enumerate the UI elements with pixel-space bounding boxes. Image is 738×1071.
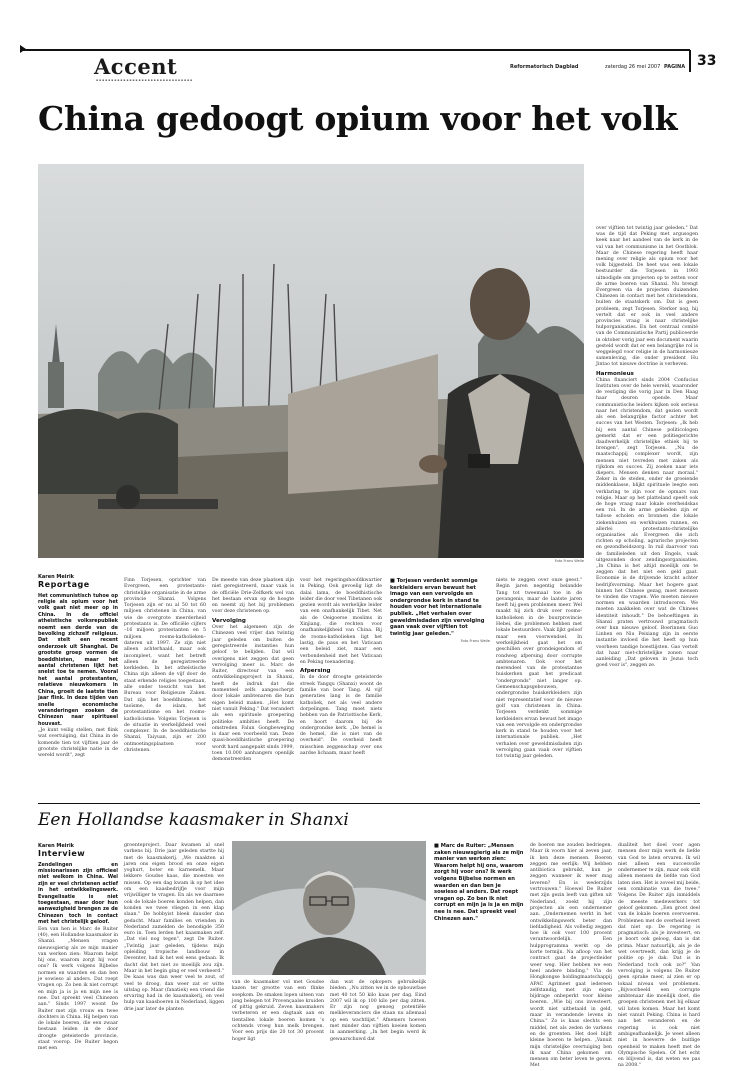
article2-column-6 [618,843,700,1071]
article2-column-5 [530,843,612,1071]
marc-de-ruiter-portrait [232,841,426,975]
article2-pull-quote [434,843,526,922]
article2-headline: Een Hollandse kaasmaker in Shanxi [38,810,349,830]
article2-column-4 [330,980,426,1044]
article2-body-1: Een van hen is Marc de Ruiter (40), een Hollandse kaasmaker in Shanxi. „Mensen vragen nieuwsgierig als ze mijn manier van werken zien: Waarom helpt hij ons, waarom zorgt hij voor ons? Ik werk volgens Bijbelse normen en waarden en dan ben je sowieso al anders. Dat roept vragen op. Zo ben ik niet corrupt en mijn ja is ja en mijn nee is nee. Dat spreekt veel Chinezen aan." Sinds 1997 woont De Ruiter met zijn vrouw en twee dochters in China. Hij helpen van de lokale boeren, die een zwaar bestaan leiden in de door droogte geteisterde provincie, staat voorop. De Ruiter begon met een [38,926,118,1052]
pagina-label: PAGINA [664,64,686,70]
article1-column-3 [212,578,294,765]
article2-byline: Karen Meirik [38,843,74,849]
article-divider [38,803,700,804]
section-strip: ▪▪▪▪▪▪▪▪▪▪▪▪▪▪▪▪▪▪▪▪▪▪▪▪▪▪▪▪▪▪▪▪ [96,78,194,82]
article1-body-5: niets te zeggen over onze geest." Begin jaren negentig belandde Tang tot tweemaal toe in de gevangenis, maar de laatste jaren heeft hij geen problemen meer. Wel maakt hij zich druk over rooms-katholieken in de buurprovincie Hebei, die problemen hebben met lokale bestuurders. Vaak lijkt geloof maar een voorwendsel. In werkelijkheid gaat het om geschillen over grondeigendom of rondweg afpersing door corrupte ambtenaren. Ook voor het merendeel van de protestantse huiskerken gaat het predicaat "ondergronds" niet langer op. Gemeenschapsgebouwen, ondergrondse huiskerkleiders zijn niet representatief voor de nieuwe golf van christenen in China. Torjesen verdenkt sommige kerkleiders ervan bewust het imago van een vervolgde en ondergrondse kerk in stand te houden voor het internationale publiek. „Het verhalen over geweldmisdaden zijn vervolging gaan vaak over vijftien tot twintig jaar geleden. [496,578,582,760]
page-arrow-icon [20,45,26,53]
section-logo: Accent [94,54,178,79]
article1-headline: China gedoogt opium voor het volk [38,99,678,138]
photo-credit: Foto Frans Welle [554,559,584,563]
article2-column-1 [38,843,118,1054]
article1-column-6 [596,226,698,670]
article1-quote-text: ■ Torjesen verdenkt sommige kerkleiders ervan bewust het imago van een vervolgde en ondergrondse kerk in stand te houden voor het internationale publiek. „Het verhalen over geweldmisdaden zijn vervolging gaan vaak over vijftien tot twintig jaar geleden." [390,578,485,637]
portrait-photo [232,841,426,975]
article2-body-3: van de kaasmaker vol met Goudse kazen ter grootte van een flinke soepkom. De smaken lopen uiteen van jong belegen tot Provençaalse kruiden of pittig gekruid. Zeven kaasmakers verbeteren er een dagtaak aan en tientallen lokale boeren komen 's ochtends vroeg hun melk brengen. Voor een prijs die 20 tot 30 procent hoger ligt [232,980,324,1042]
article1-body-4: voor het regeringshoofdkwartier in Peking. Ook gevoelig ligt de dalai lama, de boeddhistische leider die door veel Tibetanen ook gezien wordt als werkelijke leider van een onafhankelijk Tibet. Net als de Oeigoerse moslims in Xinjiang, die rechten voor onafhankelijkheid van China. Bij de rooms-katholieken ligt het lastig, de paus en het Vaticaan een beleid ziet, maar een verbondenheid met het Vaticaan en Peking toenadering. [300,578,382,665]
article2-kicker: Interview [38,849,86,859]
page-badge [689,50,719,72]
article1-column-4 [300,578,382,758]
farmer-in-field-photo [38,164,584,558]
article1-subheading-harmonieus: Harmonieus [596,370,634,377]
article1-body-3: De meeste van deze plaatsen zijn niet geregistreerd, maar vaak is de officiële Drie-Zelfkerk wel van het bestaan ervan op de hoogte en neemt zij het bij problemen voor deze christenen op. [212,578,294,615]
article1-subheading-afpersing: Afpersing [300,668,331,675]
article1-body-3b: Over het algemeen zijn de Chinezen veel vrijer dan twintig jaar geleden om buiten de geregistreerde instanties hun geloof te belijden. Dat wil overigens niet zeggen dat geen vervolging meer is. Marc de Ruiter, directeur van een ontwikkelingsproject in Shanxi, heeft de indruk dat die momenteel zelfs aangescherpt door lokale ambtenaren die hun eigen beleid maken. „Het komt niet vanuit Peking." Dat verandert als een spirituele groepering politieke ambities heeft. De omstreden Falun Gongbeweging is daar een voorbeeld van. Deze quasi-boeddhistische groepering wordt hard aangepakt sinds 1999, toen 10.000 aanhangers openlijk demonstreerden [212,625,294,763]
article1-column-5 [496,578,582,762]
article2-quote-text: ■ Marc de Ruiter: „Mensen zaken nieuwsgierig als ze mijn manier van werken zien: Waarom helpt hij ons, waarom zorgt hij voor ons? Ik werk volgens Bijbelse normen en waarden en dan ben je sowieso al anders. Dat roept vragen op. Zo ben ik niet corrupt en mijn ja is ja en mijn nee is nee. Dat spreekt veel Chinezen aan." [434,843,524,922]
newspaper-name: Reformatorisch Dagblad [510,64,579,70]
article1-intro: Het communistisch tuhoe op religie als opium voor het volk gaat niet meer op in China. In de officiel atheïstische volksrepubliek noemt een derde van de bevolking zichzelf religieus. Dat stelt een recent onderzoek uit Shanghai. De grootste groep vormen de boeddhisten, maar het aantal christenen lijkt het snelst toe te nemen. Vooral het aantal protestanten, relatieve nieuwkomers in China, groeit de laatste tien jaar flink. In deze tijden van snelle economische veranderingen zoeken de Chinezen naar spiritueel houvast. [38,592,118,727]
article1-body-4b: In de door droogte geteisterde streek Yangqu (Shanxi) woont de familie van boer Tang. Al vijf generaties lang is de familie katholiek, net als veel andere dorpelingen. Tang moet niets hebben van de Patriottische Kerk, en hoort daarom bij de ondergrondse kerk. „De hemel is de hemel, die is niet van de overheid". De overheid heeft misschien zeggenschap over ons aardse lichaam, maar heeft [300,675,382,757]
article1-quote-credit: Foto Frans Welle [460,639,490,644]
article2-intro: Zendelingen en missionarissen zijn officieel niet welkom in China. Wel zijn er veel christenen actief in het ontwikkelingswerk. Evangelisatie is niet toegestaan, maar door hun aanwezigheid brengen ze de Chinezen toch in contact met het christelijk geloof. [38,861,118,926]
article1-body-2: Finn Torjesen, oprichter van Evergreen, een protestants-christelijke organisatie in de arme provincie Shanxi. Volgens Torjesen zijn er nu al 50 tot 60 miljoen christenen in China, van wie de overgrote meerderheid protestants is. De officiële cijfers –16 miljoen protestanten en 5 miljoen rooms-katholieken– dateren uit 1997. Ze zijn niet alleen achterhaald, maar ook incompleet, want het betreft alleen de geregistreerde kerkleden. In het atheïstische China zijn alleen de vijf door de staat erkende religies toegestaan, alle onder toezicht van het Bureau voor Religieuze Zaken. Dat zijn het boeddhisme, het taoïsme, de islam, het protestantisme en het rooms-katholicisme. Volgens Torjesen is de situatie in werkelijkheid veel complexer. In de boeddhistische Shanxi, Taiyuan, zijn er 200 ontmoetingsplaatsen voor christenen. [124,578,206,754]
page-number: 33 [697,53,717,69]
article1-body-6b: China financiert sinds 2004 Confucius Instituten over de hele wereld, waaronder de vestiging die vorig jaar in Den Haag haar deuren opende. Maar communistische leiders kijken ook serieus naar het christendom, dat gezien wordt als een belangrijke factor achter het succes van het Westen. Torjesen: „Ik heb bij een aantal Chinese politicologen gemerkt dat er een politiegerichte daadwerkelijk christelijke ethiek bij te brengen", zegt Torjesen. „Nu de maatschappij complexer wordt, zijn mensen niet tevreden met zaken als rijkdom en succes. Zij zoeken naar iets diepers. Mensen denken naar moraal." Zeker in de steden, onder de groeiende middenklasse, blijkt spirituele leegte een verklaring te zijn voor de opmars van religie. Maar op het platteland speelt ook de hoge vraag naar lokale overheidskas een rol. In de arme gebieden zijn er tallose scholen en bronnen die lokale ziekenhuizen en werkbuizen runnen, en allerlei protestants-christelijke organisaties als Evergreen die zich richten op scholing, agrarische projecten en gezondheidszorg. In ruil daarvoor van de familieleden uit den Engels, vaak uitgezonden door zendingsorganisaties. „In China is het altijd moeilijk om te zeggen dat het niet een geld gaat. Economie is de drijvende kracht achter bedrijfsvorming. Maar het hogere gaat binnen het Chinese gezag, moet mensen te vinden die vragen. Wie moeten nieuwe normen en waarden introduceren. We moeten zaakkelen over wat de Chinees identiteit inhoudt." De behoeftingen in Shanxi praten vertrouwd pragmatisch over hun nieuwe geloof. Boerinnen Guo Linhen en Niu Peixiang zijn in eerste instantie invloed die het heeft op hun voorheen tandige hoestlijsten. Gao vertelt dat haar niet-christelijke zonen naar aanleiding „Dat geloven in Jezus toch goed voor is", zeggen ze. [596,377,698,669]
article1-body-1: „Je kunt veilig stellen, met flink wat overtuiging, dat China in de komende tien tot vijftien jaar de grootste christelijke natie in de wereld wordt", zegt [38,728,118,759]
top-rule [20,49,690,51]
article1-byline: Karen Meirik [38,574,74,580]
article1-subheading-vervolging: Vervolging [212,617,246,624]
article1-kicker: Reportage [38,580,90,590]
article2-body-2: groenteproject. Daar kwamen al snel varkens bij. Drie jaar geleden startte hij met de kaasmakerij. „We maakten al jaren ons eigen brood en onze eigen yoghurt, boter en karnemelk. Maar lekkere Goudse kaas, die moesten we missen. Op een dag kwam ik op het idee om een kaasbedrijfje voor mijn vrijwilliger te vragen. En als we daarmee ook de lokale boeren konden helpen, dan konden we twee vliegen in een klap slaan." De hobbyist bleek dausder dan gedacht. Maar families en vrienden in Nederland zamelden de benodigde 350 euro in. Toen lerden het kaasmaken zelf. „Dat viel nog tegen", zegt De Ruiter. „Twintig jaar geleden, tijdens mijn opleiding tropische landbouw in Deventer, had ik het wel eens gedaan. Ik dacht dat het niet zo moeilijk zou zijn. Maar in het begin ging er veel verkeerd." De kaas was dan weer veel te zout, of veel te droog, dan weer zat er witte uitslag op. Maar (fanatiek) een vriend die ervaring had in de kaasmakerij, en veel hulp van kaasboeren in Nederland, liggen drie jaar later de planten [124,843,224,1012]
article1-column-1 [38,574,118,761]
article1-body-6: over vijftien tot twintig jaar geleden." Dat was de tijd dat Peking met argusogen keek naar het aandeel van de kerk in de val van het communisme in het Oostblok. Maar de Chinese regering heeft haar mening over religie als opium voor het volk bijgesteld. De heet was een lokale bestuurder die Torjesen in 1993 uitnodigde om projecten op te zetten voor de arme boeren van Shanxi. Nu brengt Evergreen via de projecten duizenden Chinezen in contact met het christendom, buiten de staatskerk om. Dat is geen probleem, zegt Torjesen. Sterker nog, hij vertelt dat er ook in veel andere provincies vraag is naar christelijke hulporganisaties. En het centraal comité van de Communistische Partij publiceerde in oktober vorig jaar een document waarin gesteld wordt dat er een belangrijke rol is weggelegd voor religie in de harmonieuze samenleving, die onder president Hu Jintao tot nieuwe doctrine is verheven. [596,226,698,368]
article2-body-4: dan wat de opkopers gebruikelijk bieden. „Nu zitten we in de opbouwfase met 40 tot 50 kilo kaas per dag. Eind 2007 wil ik op 100 kilo per dag zitten. Er zijn nog genoeg potentiële melkleveranciers die staan nu allemaal op een wachtlijst." Afnemers hoeven met minder dan vijftien koeien komen in aanmerking. „In het begin werd ik gewaarschuwd dat [330,980,426,1042]
issue-date: zaterdag 26 mei 2007 [605,64,661,70]
article2-column-2 [124,843,224,1014]
main-photo [38,164,584,558]
article2-body-5: de boeren me zouden bedriegen. Maar ik voorn hier al zeven jaar, ik ken deze mensen. Boeren zeggen me eerlijk: Wij hebben antibiotica gebruikt, kun je zeggen wanneer ik weer mag leveren? En is wederzijds vertrouwen." Hoewel De Ruiter met zijn gezin leeft van giften uit Nederland, zoekt hij zijn projecten als een ondernemer aan. „Ondernemen werkt in het ontwikkelingswerk beter dan liefdadigheid. Als volledig zeggen hoe ik ook voor 100 procent verantwoordelijk. Een hulpprogramma werkt op de korte termijn. Na afloop van het contract gaat de projectleider weer weg. Hier hebben we een heel andere binding." Via de Hongkongse holdingmaatschappij APAC Agrimeet gaat iedereen zelfstandig, met zijn eigen bijdrage onbeperkt voor kleine boeren. „Wie bij ons investeert, wordt niet uitbetaald in geld, maar in verandende levens in China." Zo is kaas slechts een middel, net als zeden de varkens en de groenten. Het doel blijft kleine boeren te helpen. „Vanuit mijn christelijke overtuiging ben ik naar China gekomen om mensen om beter leven te geven. Met [530,843,612,1069]
masthead [0,0,738,95]
article2-column-3 [232,980,324,1044]
article2-body-6: dualiteit het doel voor agen mensen door mijn werk de liefde van God te laten ervaren. Ik wil niet alleen een succesvolle ondernemer te zijn, maar ook stilt alleen mensen de liefde van God laten zien. Het is zoveel mij beide, een combinatie van die twee." Volgens De Ruiter zijn inmiddels de meeste medewerkers tot geloof gekomen. „Een groot deel van de lokale boeren overvoeren. Problemen met de overheid levert dat niet op. De regering is pragmatisch: als je investeert, en je boort ook geloog, dan is dat prima. Maar natuurlijk, als je de wet overtreedt, dan krijg je de politie op je dak. Dat is in Nederland toch ook zo?" Van vervolging is volgens De Ruiter geen sprake meer, al zien er op lokaal niveau wel problemen. „Bijvoorbeeld een corrupte ambtenaar die moeilijk doet, die groepen christenen met bij elkaar wil laten komen. Maar het komt niet vanuit Peking. China is hard aan het veranderen en de regering is ook niet ambigeafhankelijk. Je weet alleen niet in hoeverre de buitlige openheid te maken heeft met de Olympische Spelen. Of het echt en blijvend is, dat weten we pas na 2008." [618,843,700,1069]
article1-pull-quote [390,578,490,643]
article1-column-2 [124,578,206,755]
